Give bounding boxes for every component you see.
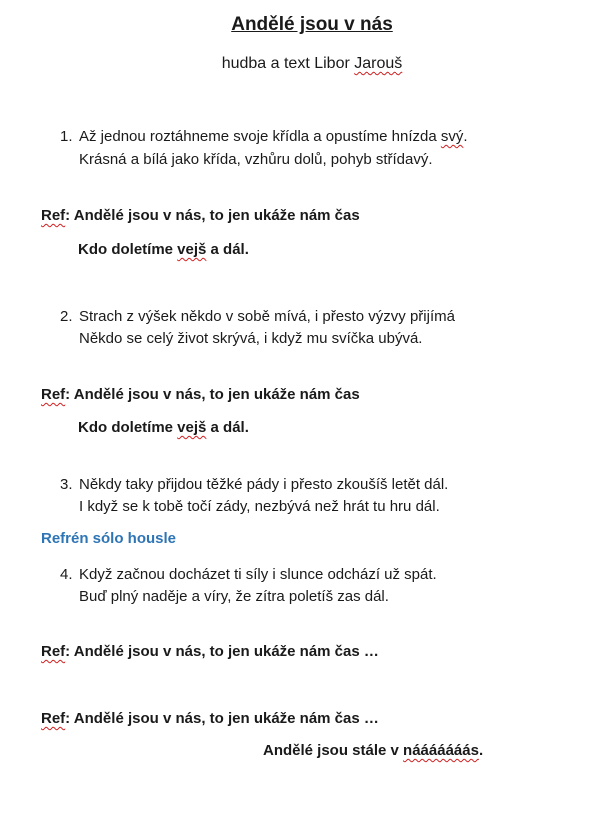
song-credits: [0, 55, 604, 73]
verse-line: Strach z výšek někdo v sobě mívá, i přesto výzvy přijímá: [79, 308, 455, 325]
refrain-label: Ref: [41, 207, 66, 224]
refrain-text: Kdo doletíme: [78, 419, 178, 436]
verse-2: [0, 308, 604, 352]
final-text: Andělé jsou stále v: [263, 742, 404, 759]
final-text-flagged: nááááááás: [403, 742, 479, 759]
refrain-text-flagged: vejš: [177, 241, 207, 258]
verse-line: Když začnou docházet ti síly i slunce odchází už spát.: [79, 566, 437, 583]
verse-line: [79, 128, 468, 145]
final-text: .: [478, 742, 484, 759]
refrain-label: Ref: [41, 643, 66, 660]
verse-3: [0, 476, 604, 520]
verse-line: Krásná a bílá jako křída, vzhůru dolů, pohyb střídavý.: [79, 151, 433, 168]
verse-line: Někdo se celý život skrývá, i když mu svíčka ubývá.: [79, 330, 423, 347]
refrain-line: [41, 386, 360, 403]
verse-number: 1.: [60, 128, 73, 145]
refrain-text: a dál.: [206, 419, 249, 436]
credits-text: hudba a text Libor: [221, 55, 355, 72]
verse-text: .: [463, 128, 468, 145]
refrain-text: : Andělé jsou v nás, to jen ukáže nám čas: [65, 207, 360, 224]
refrain-line: [78, 241, 249, 258]
solo-section-label: Refrén sólo housle: [41, 530, 177, 547]
verse-1: [0, 128, 604, 172]
refrain-line: [41, 207, 360, 224]
verse-text: Až jednou roztáhneme svoje křídla a opustíme hnízda: [79, 128, 441, 145]
refrain-text: : Andělé jsou v nás, to jen ukáže nám čas …: [65, 643, 379, 660]
final-line: [263, 742, 483, 759]
refrain-line: [41, 710, 379, 727]
refrain-label: Ref: [41, 386, 66, 403]
verse-number: 2.: [60, 308, 73, 325]
verse-line: I když se k tobě točí zády, nezbývá než hrát tu hru dál.: [79, 498, 440, 515]
verse-text-flagged: svý: [440, 128, 464, 145]
refrain-line: [78, 419, 249, 436]
refrain-text: : Andělé jsou v nás, to jen ukáže nám čas: [65, 386, 360, 403]
refrain-text-flagged: vejš: [177, 419, 207, 436]
refrain-label: Ref: [41, 710, 66, 727]
verse-4: [0, 566, 604, 610]
refrain-line: [41, 643, 379, 660]
verse-number: 4.: [60, 566, 73, 583]
credits-author: Jarouš: [354, 55, 403, 72]
refrain-text: Kdo doletíme: [78, 241, 178, 258]
verse-line: Buď plný naděje a víry, že zítra poletíš zas dál.: [79, 588, 389, 605]
verse-number: 3.: [60, 476, 73, 493]
song-title: Andělé jsou v nás: [231, 14, 393, 35]
refrain-text: : Andělé jsou v nás, to jen ukáže nám čas …: [65, 710, 379, 727]
verse-line: Někdy taky přijdou těžké pády i přesto zkoušíš letět dál.: [79, 476, 449, 493]
refrain-text: a dál.: [206, 241, 249, 258]
